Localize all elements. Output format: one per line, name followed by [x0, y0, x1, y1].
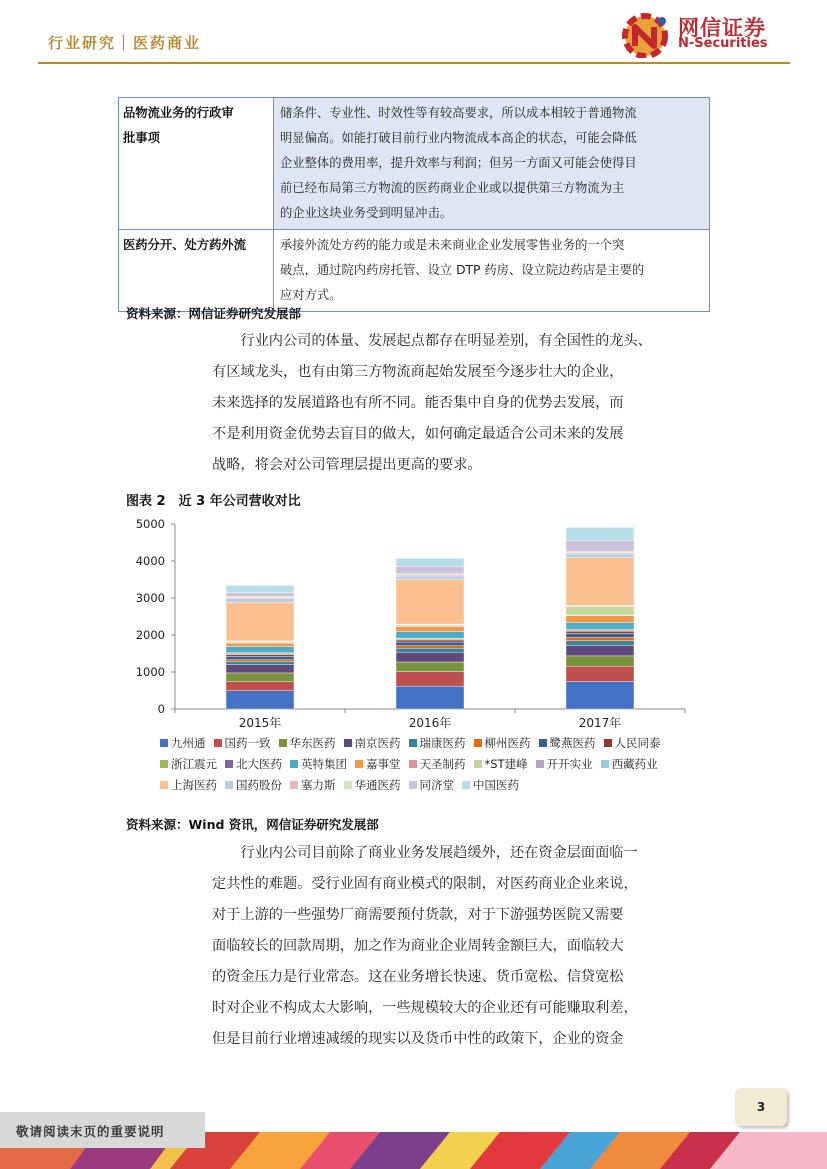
- paragraph-line: 时对企业不构成太大影响，一些规模较大的企业还有可能赚取利差，: [212, 1000, 638, 1016]
- legend-item: [225, 777, 282, 793]
- legend-item: [355, 756, 401, 772]
- legend-item: [536, 756, 593, 772]
- legend-swatch: [160, 739, 168, 747]
- table-value-line: 破点，通过院内药房托管、设立 DTP 药房、设立院边药店是主要的: [280, 263, 645, 277]
- paragraph-line: 不是利用资金优势去盲目的做大，如何确定最适合公司未来的发展: [212, 426, 624, 442]
- legend-swatch: [474, 739, 482, 747]
- paragraph-line: 行业内公司的体量、发展起点都存在明显差别，有全国性的龙头、: [240, 333, 652, 349]
- legend-swatch: [160, 781, 168, 789]
- logo-chinese-name: 网信证券: [678, 16, 766, 40]
- legend-label: *ST建峰: [484, 757, 528, 771]
- legend-label: 国药股份: [236, 778, 282, 792]
- legend-item: [160, 735, 206, 751]
- bar-segment: [566, 541, 634, 552]
- legend-swatch: [409, 781, 417, 789]
- bar-segment: [226, 646, 294, 652]
- legend-label: 鹭燕医药: [549, 736, 596, 750]
- legend-row: [160, 735, 720, 751]
- bar-segment: [396, 640, 464, 642]
- legend-label: 浙江震元: [171, 757, 217, 771]
- legend-label: 人民同泰: [614, 736, 661, 750]
- bar-segment: [226, 599, 294, 603]
- paragraph-line: 但是目前行业增速减缓的现实以及货币中性的政策下，企业的资金: [212, 1031, 624, 1047]
- legend-swatch: [539, 739, 547, 747]
- table-value-line: 的企业这块业务受到明显冲击。: [280, 206, 453, 220]
- bar-segment: [396, 642, 464, 646]
- bar-segment: [226, 643, 294, 646]
- bar-segment: [566, 616, 634, 623]
- bar-segment: [226, 682, 294, 691]
- legend-item: [539, 735, 596, 751]
- bar-segment: [226, 655, 294, 657]
- legend-item: [409, 777, 455, 793]
- legend-swatch: [474, 760, 482, 768]
- bar-segment: [396, 631, 464, 638]
- n-securities-logo-icon: [620, 12, 674, 62]
- legend-item: [290, 777, 336, 793]
- bar-segment: [566, 607, 634, 616]
- legend-label: 南京医药: [354, 736, 401, 750]
- table-source-note: 资料来源：网信证券研究发展部: [126, 306, 302, 321]
- legend-item: [601, 756, 658, 772]
- stacked-bar-chart: [120, 512, 700, 734]
- bar-segment: [226, 662, 294, 665]
- paragraph-1: [212, 326, 704, 481]
- legend-swatch: [279, 739, 287, 747]
- legend-label: 英特集团: [301, 757, 347, 771]
- bar-segment: [566, 622, 634, 629]
- legend-item: [474, 735, 531, 751]
- bar-segment: [226, 602, 294, 640]
- bar-segment: [396, 646, 464, 649]
- legend-swatch: [604, 739, 612, 747]
- legend-row: [160, 756, 720, 772]
- legend-label: 西藏药业: [611, 757, 658, 771]
- bar-segment: [226, 593, 294, 597]
- legend-label: 中国医药: [473, 778, 519, 792]
- bar-segment: [396, 558, 464, 566]
- table-value-cell: [274, 98, 710, 230]
- y-tick-label: 0: [157, 702, 165, 716]
- paragraph-line: 的资金压力是行业常态。这在业务增长快速、货币宽松、信贷宽松: [212, 969, 624, 985]
- y-tick-label: 2000: [135, 628, 165, 642]
- legend-label: 国药一致: [224, 736, 271, 750]
- legend-row: [160, 777, 720, 793]
- legend-label: 华东医药: [289, 736, 336, 750]
- legend-label: 嘉事堂: [366, 757, 401, 771]
- legend-label: 瑞康医药: [419, 736, 466, 750]
- bar-segment: [396, 627, 464, 632]
- legend-swatch: [536, 760, 544, 768]
- table-value-line: 应对方式。: [280, 288, 342, 302]
- legend-swatch: [290, 760, 298, 768]
- y-tick-label: 3000: [135, 591, 165, 605]
- paragraph-2: [212, 838, 704, 1055]
- table-row: [119, 98, 710, 230]
- bar-segment: [396, 566, 464, 573]
- x-tick-label: 2015年: [238, 716, 282, 730]
- legend-label: 九州通: [171, 736, 206, 750]
- table-value-line: 明显偏高。如能打破目前行业内物流成本高企的状态，可能会降低: [280, 131, 637, 145]
- legend-swatch: [214, 739, 222, 747]
- legend-item: [474, 756, 528, 772]
- bar-segment: [226, 673, 294, 682]
- bar-segment: [566, 554, 634, 558]
- logo-english-name: N-Securities: [678, 36, 768, 51]
- bar-segment: [226, 660, 294, 662]
- legend-item: [344, 735, 401, 751]
- paragraph-line: 战略，将会对公司管理层提出更高的要求。: [212, 457, 482, 473]
- paragraph-line: 有区域龙头，也有由第三方物流商起始发展至今逐步壮大的企业，: [212, 364, 624, 380]
- bar-segment: [566, 527, 634, 540]
- legend-swatch: [409, 739, 417, 747]
- legend-item: [214, 735, 271, 751]
- table-key-line: 品物流业务的行政审: [123, 106, 234, 120]
- legend-label: 北大医药: [236, 757, 282, 771]
- bar-segment: [226, 656, 294, 659]
- legend-swatch: [462, 781, 470, 789]
- legend-item: [604, 735, 661, 751]
- table-row: [119, 230, 710, 312]
- legend-label: 柳州医药: [484, 736, 531, 750]
- bar-segment: [396, 580, 464, 624]
- legend-item: [344, 777, 401, 793]
- legend-label: 上海医药: [171, 778, 217, 792]
- legend-swatch: [601, 760, 609, 768]
- bar-segment: [396, 652, 464, 662]
- legend-item: [160, 756, 217, 772]
- legend-item: [290, 756, 347, 772]
- bar-segment: [566, 558, 634, 606]
- legend-item: [462, 777, 519, 793]
- chart-source-note: 资料来源：Wind 资讯，网信证券研究发展部: [126, 817, 379, 832]
- legend-swatch: [225, 760, 233, 768]
- bar-segment: [396, 686, 464, 709]
- bar-segment: [396, 648, 464, 652]
- bar-segment: [226, 585, 294, 592]
- y-tick-label: 4000: [135, 554, 165, 568]
- table-key-line: 批事项: [123, 131, 160, 145]
- chart-legend: [160, 735, 720, 798]
- y-tick-label: 5000: [135, 517, 165, 531]
- bar-segment: [566, 666, 634, 681]
- legend-swatch: [344, 781, 352, 789]
- paragraph-line: 行业内公司目前除了商业业务发展趋缓外，还在资金层面面临一: [240, 845, 638, 861]
- paragraph-line: 对于上游的一些强势厂商需要预付货款，对于下游强势医院又需要: [212, 907, 624, 923]
- legend-item: [160, 777, 217, 793]
- bar-segment: [566, 641, 634, 646]
- bar-segment: [566, 638, 634, 641]
- bar-segment: [566, 645, 634, 656]
- legend-label: 塞力斯: [301, 778, 336, 792]
- x-tick-label: 2016年: [408, 716, 452, 730]
- legend-swatch: [409, 760, 417, 768]
- policy-table: [118, 97, 710, 312]
- legend-label: 开开实业: [546, 757, 593, 771]
- footer-notice-text: 敬请阅读末页的重要说明: [16, 1124, 165, 1139]
- x-tick-label: 2017年: [578, 716, 622, 730]
- bar-segment: [226, 665, 294, 673]
- legend-swatch: [225, 781, 233, 789]
- figure-title: 图表 2 近 3 年公司营收对比: [126, 494, 301, 509]
- table-value-line: 承接外流处方药的能力或是未来商业企业发展零售业务的一个突: [280, 238, 625, 252]
- legend-item: [409, 735, 466, 751]
- table-key-cell: [119, 230, 274, 312]
- legend-item: [279, 735, 336, 751]
- bar-segment: [566, 682, 634, 709]
- legend-label: 华通医药: [354, 778, 401, 792]
- legend-label: 天圣制药: [419, 757, 466, 771]
- table-value-line: 前已经布局第三方物流的医药商业企业或以提供第三方物流为主: [280, 181, 625, 195]
- bar-segment: [396, 671, 464, 686]
- y-tick-label: 1000: [135, 665, 165, 679]
- legend-swatch: [290, 781, 298, 789]
- bar-segment: [566, 631, 634, 633]
- table-value-cell: [274, 230, 710, 312]
- legend-item: [225, 756, 282, 772]
- bar-segment: [566, 656, 634, 666]
- table-key-line: 医药分开、处方药外流: [123, 238, 246, 252]
- paragraph-line: 定共性的难题。受行业固有商业模式的限制，对医药商业企业来说，: [212, 876, 638, 892]
- bar-segment: [226, 691, 294, 709]
- table-value-line: 企业整体的费用率，提升效率与利润；但另一方面又可能会使得目: [280, 156, 637, 170]
- legend-label: 同济堂: [419, 778, 454, 792]
- page-number: 3: [735, 1088, 787, 1126]
- bar-segment: [566, 634, 634, 638]
- legend-swatch: [355, 760, 363, 768]
- paragraph-line: 面临较长的回款周期，加之作为商业企业周转金额巨大，面临较大: [212, 938, 624, 954]
- bar-segment: [396, 576, 464, 580]
- header-divider: [38, 62, 790, 64]
- report-category: 行业研究｜医药商业: [48, 34, 202, 52]
- table-value-line: 储条件、专业性、时效性等有较高要求，所以成本相较于普通物流: [280, 106, 637, 120]
- table-key-cell: [119, 98, 274, 230]
- bar-segment: [396, 662, 464, 671]
- legend-swatch: [160, 760, 168, 768]
- legend-item: [409, 756, 466, 772]
- legend-swatch: [344, 739, 352, 747]
- paragraph-line: 未来选择的发展道路也有所不同。能否集中自身的优势去发展，而: [212, 395, 624, 411]
